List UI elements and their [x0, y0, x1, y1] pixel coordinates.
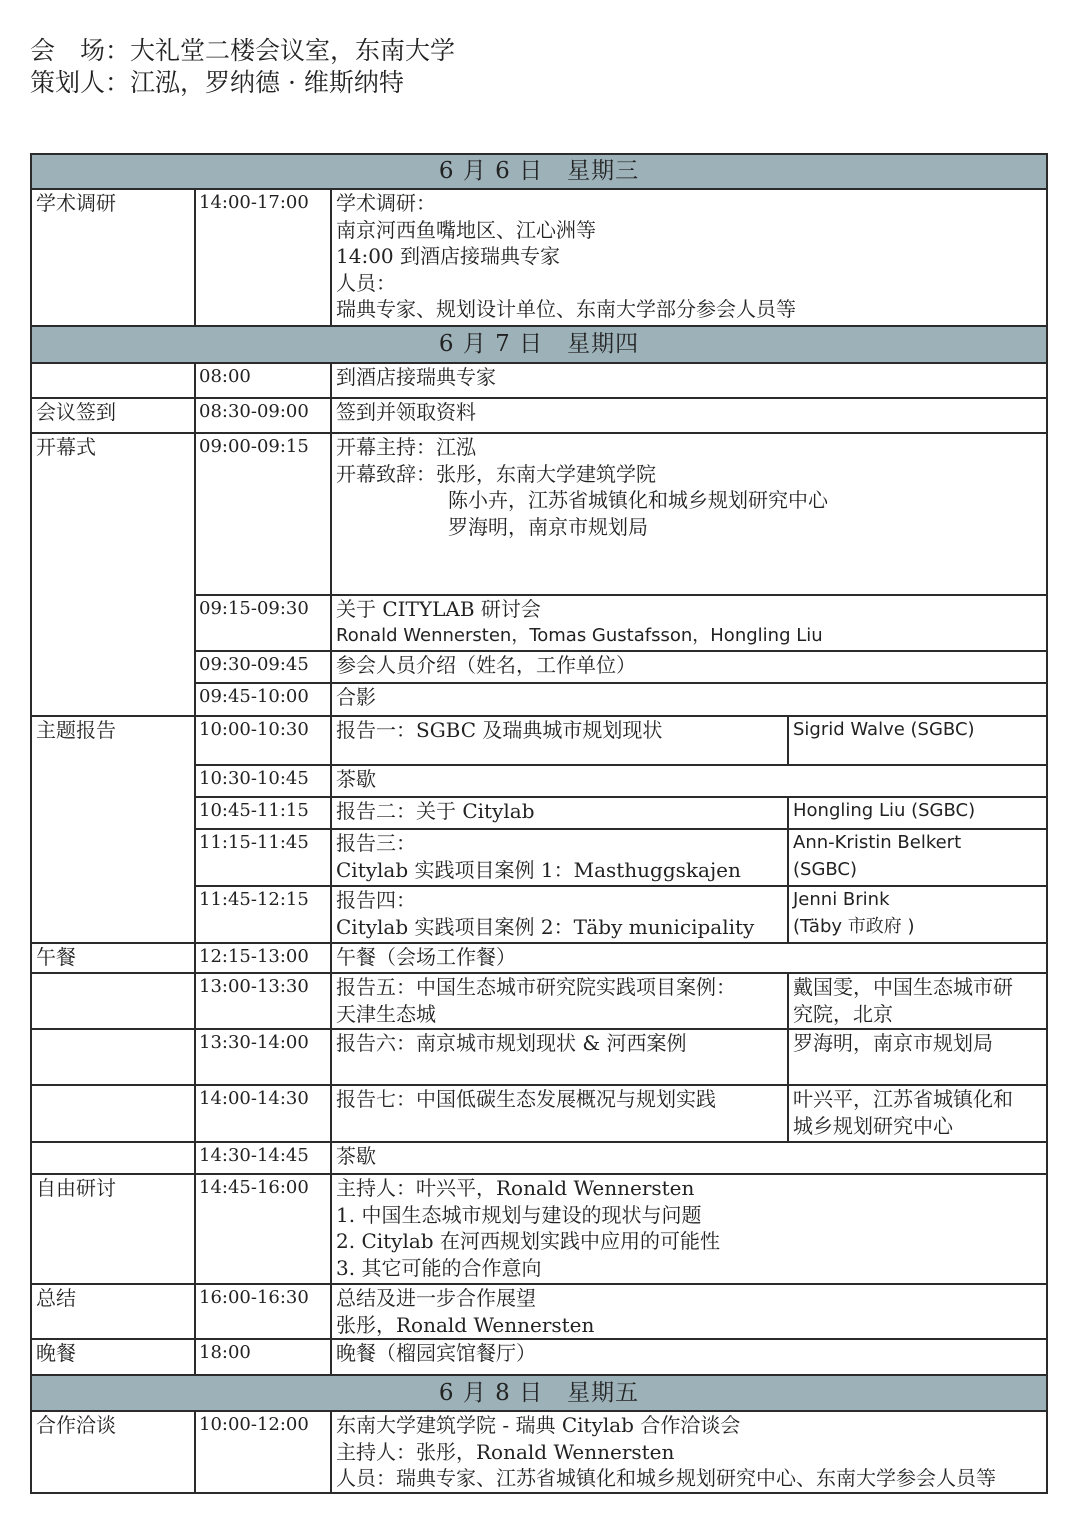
content-line: 2. Citylab 在河西规划实践中应用的可能性: [336, 1229, 720, 1253]
category-cell: 晚餐: [31, 1339, 195, 1375]
content-cell: [331, 1411, 1047, 1493]
content-cell: [331, 433, 1047, 595]
content-line: Ronald Wennersten，Tomas Gustafsson，Hongling Liu: [336, 624, 823, 646]
category-cell: [31, 1085, 195, 1142]
time-cell: 09:00-09:15: [195, 433, 331, 595]
content-line: 报告七：中国低碳生态发展概况与规划实践: [336, 1087, 716, 1111]
content-cell: [331, 398, 1047, 433]
time-cell: 10:30-10:45: [195, 765, 331, 797]
content-line: 人员：瑞典专家、江苏省城镇化和城乡规划研究中心、东南大学参会人员等: [336, 1466, 996, 1490]
content-line: 罗海明，南京市规划局: [448, 514, 648, 539]
planner-line: [30, 67, 404, 99]
content-line: 主持人：叶兴平，Ronald Wennersten: [336, 1176, 695, 1200]
content-line: 14:00 到酒店接瑞典专家: [336, 244, 560, 268]
content-cell: [331, 651, 1047, 683]
category-cell: 合作洽谈: [31, 1411, 195, 1493]
content-line: Citylab 实践项目案例 2：Täby municipality: [336, 914, 755, 939]
table-row: [31, 1174, 1047, 1284]
planner-text: 江泓，罗纳德 · 维斯纳特: [130, 68, 404, 97]
day-header: 6 月 7 日 星期四: [31, 326, 1047, 363]
category-cell: 自由研讨: [31, 1174, 195, 1284]
content-line: 报告四：: [336, 888, 416, 912]
speaker-line: Ann-Kristin Belkert: [793, 832, 962, 853]
table-row: [31, 1029, 1047, 1085]
table-row: [31, 189, 1047, 326]
content-line: 报告三：: [336, 831, 416, 855]
planner-label: 策划人：: [30, 68, 131, 97]
speaker-line: 叶兴平，江苏省城镇化和: [793, 1087, 1013, 1111]
content-line: 到酒店接瑞典专家: [336, 365, 496, 389]
speaker-line: (Täby 市政府 ): [793, 915, 915, 937]
category-cell: [31, 973, 195, 1029]
content-line: 报告一：SGBC 及瑞典城市规划现状: [336, 718, 663, 742]
content-line: 1. 中国生态城市规划与建设的现状与问题: [336, 1202, 702, 1227]
content-line: 开幕主持：江泓: [336, 435, 476, 459]
content-line: 报告五：中国生态城市研究院实践项目案例：: [336, 975, 736, 999]
speaker-line: 罗海明，南京市规划局: [793, 1031, 993, 1055]
content-line: 报告二：关于 Citylab: [336, 799, 535, 823]
time-cell: 14:00-14:30: [195, 1085, 331, 1142]
content-line: 签到并领取资料: [336, 400, 476, 424]
table-row: [31, 1142, 1047, 1174]
category-cell: 主题报告: [31, 716, 195, 943]
day-header: 6 月 6 日 星期三: [31, 154, 1047, 189]
content-line: 参会人员介绍（姓名，工作单位）: [336, 653, 636, 677]
time-cell: 10:00-12:00: [195, 1411, 331, 1493]
content-line: 东南大学建筑学院 - 瑞典 Citylab 合作洽谈会: [336, 1413, 741, 1437]
speaker-cell: [788, 829, 1047, 886]
time-cell: 09:15-09:30: [195, 595, 331, 651]
time-cell: 14:00-17:00: [195, 189, 331, 326]
day-header: 6 月 8 日 星期五: [31, 1375, 1047, 1411]
venue-label: 会 场：: [30, 36, 131, 65]
content-cell: [331, 1085, 788, 1142]
category-cell: 会议签到: [31, 398, 195, 433]
table-row: [31, 433, 1047, 595]
content-line: 总结及进一步合作展望: [336, 1286, 536, 1310]
content-line: 天津生态城: [336, 1001, 436, 1026]
content-cell: [331, 829, 788, 886]
speaker-cell: [788, 1029, 1047, 1085]
venue-text: 大礼堂二楼会议室，东南大学: [130, 36, 456, 65]
time-cell: 10:00-10:30: [195, 716, 331, 765]
content-cell: [331, 943, 1047, 973]
content-line: 3. 其它可能的合作意向: [336, 1255, 542, 1280]
time-cell: 13:30-14:00: [195, 1029, 331, 1085]
speaker-line: (SGBC): [793, 858, 858, 880]
content-line: 合影: [336, 685, 376, 709]
time-cell: 11:45-12:15: [195, 886, 331, 943]
time-cell: 14:45-16:00: [195, 1174, 331, 1284]
speaker-line: Hongling Liu (SGBC): [793, 800, 976, 821]
venue-line: [30, 35, 455, 67]
table-row: [31, 1339, 1047, 1375]
time-cell: 13:00-13:30: [195, 973, 331, 1029]
time-cell: 14:30-14:45: [195, 1142, 331, 1174]
speaker-line: Sigrid Walve (SGBC): [793, 719, 975, 740]
content-cell: [331, 363, 1047, 398]
speaker-line: Jenni Brink: [793, 889, 890, 910]
table-row: [31, 398, 1047, 433]
category-cell: [31, 1142, 195, 1174]
content-line: 学术调研：: [336, 191, 436, 215]
speaker-cell: [788, 797, 1047, 829]
speaker-cell: [788, 973, 1047, 1029]
content-cell: [331, 1142, 1047, 1174]
time-cell: 11:15-11:45: [195, 829, 331, 886]
table-row: [31, 716, 1047, 765]
content-line: 茶歇: [336, 767, 376, 791]
content-cell: [331, 797, 788, 829]
speaker-cell: [788, 1085, 1047, 1142]
content-cell: [331, 683, 1047, 716]
time-cell: 18:00: [195, 1339, 331, 1375]
content-line: 张彤，Ronald Wennersten: [336, 1312, 595, 1337]
content-line: 午餐（会场工作餐）: [336, 945, 516, 969]
content-line: 报告六：南京城市规划现状 & 河西案例: [336, 1031, 687, 1055]
schedule-table: [30, 153, 1048, 1494]
time-cell: 08:30-09:00: [195, 398, 331, 433]
time-cell: 09:30-09:45: [195, 651, 331, 683]
content-line: 瑞典专家、规划设计单位、东南大学部分参会人员等: [336, 297, 796, 321]
time-cell: 10:45-11:15: [195, 797, 331, 829]
time-cell: 16:00-16:30: [195, 1284, 331, 1339]
category-cell: [31, 1029, 195, 1085]
content-line: 茶歇: [336, 1144, 376, 1168]
content-line: 开幕致辞：张彤，东南大学建筑学院: [336, 461, 656, 486]
category-cell: 学术调研: [31, 189, 195, 326]
table-row: [31, 363, 1047, 398]
content-line: 主持人：张彤，Ronald Wennersten: [336, 1439, 675, 1464]
content-line: Citylab 实践项目案例 1：Masthuggskajen: [336, 857, 741, 882]
time-cell: 08:00: [195, 363, 331, 398]
speaker-line: 究院，北京: [793, 1001, 893, 1026]
content-cell: [331, 1284, 1047, 1339]
content-line: 关于 CITYLAB 研讨会: [336, 597, 541, 621]
table-row: [31, 1411, 1047, 1493]
content-cell: [331, 973, 788, 1029]
content-cell: [331, 595, 1047, 651]
category-cell: [31, 363, 195, 398]
content-cell: [331, 886, 788, 943]
content-cell: [331, 1339, 1047, 1375]
category-cell: 开幕式: [31, 433, 195, 716]
content-cell: [331, 765, 1047, 797]
content-cell: [331, 1029, 788, 1085]
content-line: 晚餐（榴园宾馆餐厅）: [336, 1341, 536, 1365]
speaker-line: 戴国雯，中国生态城市研: [793, 975, 1013, 999]
content-line: 南京河西鱼嘴地区、江心洲等: [336, 217, 596, 242]
category-cell: 总结: [31, 1284, 195, 1339]
content-cell: [331, 189, 1047, 326]
category-cell: 午餐: [31, 943, 195, 973]
content-line: 陈小卉，江苏省城镇化和城乡规划研究中心: [448, 488, 828, 512]
speaker-cell: [788, 886, 1047, 943]
time-cell: 12:15-13:00: [195, 943, 331, 973]
table-row: [31, 1085, 1047, 1142]
content-cell: [331, 716, 788, 765]
table-row: [31, 943, 1047, 973]
table-row: [31, 973, 1047, 1029]
time-cell: 09:45-10:00: [195, 683, 331, 716]
table-row: [31, 1284, 1047, 1339]
speaker-cell: [788, 716, 1047, 765]
content-line: 人员：: [336, 270, 396, 295]
content-cell: [331, 1174, 1047, 1284]
speaker-line: 城乡规划研究中心: [793, 1113, 953, 1138]
